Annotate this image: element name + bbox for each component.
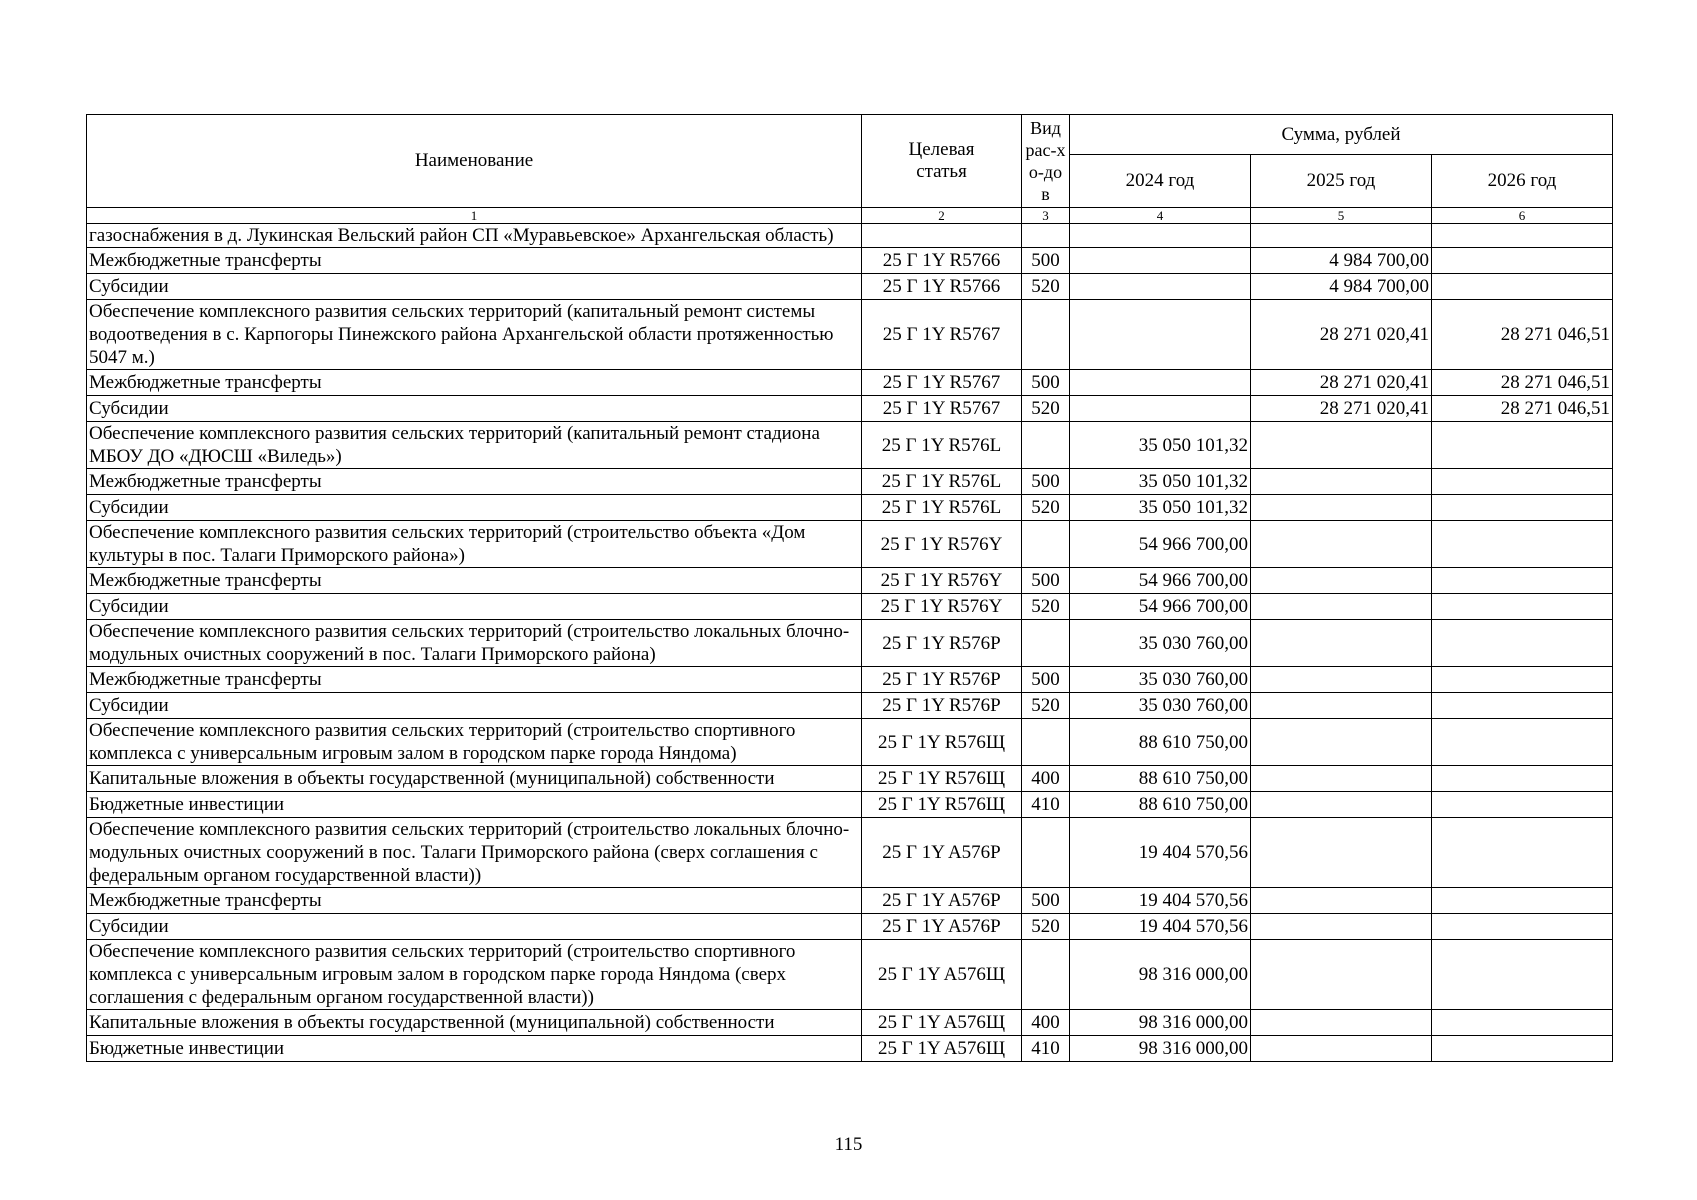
row-target-code: 25 Г 1Y R576P	[862, 620, 1022, 667]
row-amount-2025	[1251, 224, 1432, 248]
row-amount-2026	[1432, 1036, 1613, 1062]
row-target-code: 25 Г 1Y R5767	[862, 370, 1022, 396]
row-amount-2025	[1251, 1010, 1432, 1036]
table-row	[87, 620, 1613, 667]
row-expense-type: 520	[1022, 693, 1070, 719]
row-amount-2024: 54 966 700,00	[1070, 521, 1251, 568]
table-row	[87, 792, 1613, 818]
table-row	[87, 719, 1613, 766]
row-amount-2026	[1432, 594, 1613, 620]
row-expense-type: 500	[1022, 568, 1070, 594]
row-target-code: 25 Г 1Y R576Y	[862, 568, 1022, 594]
row-amount-2026	[1432, 914, 1613, 940]
row-name: Субсидии	[87, 274, 862, 300]
row-amount-2026: 28 271 046,51	[1432, 300, 1613, 370]
row-target-code: 25 Г 1Y A576Щ	[862, 1036, 1022, 1062]
row-expense-type	[1022, 818, 1070, 888]
row-target-code: 25 Г 1Y R576L	[862, 422, 1022, 469]
row-amount-2024: 98 316 000,00	[1070, 1036, 1251, 1062]
row-amount-2026	[1432, 495, 1613, 521]
row-expense-type: 500	[1022, 469, 1070, 495]
header-expense-type	[1022, 115, 1070, 208]
row-expense-type	[1022, 620, 1070, 667]
row-expense-type: 500	[1022, 888, 1070, 914]
row-target-code: 25 Г 1Y R5767	[862, 396, 1022, 422]
row-target-code: 25 Г 1Y R576Щ	[862, 766, 1022, 792]
row-expense-type: 500	[1022, 667, 1070, 693]
row-target-code: 25 Г 1Y R576Y	[862, 594, 1022, 620]
row-amount-2025	[1251, 422, 1432, 469]
row-amount-2024: 19 404 570,56	[1070, 818, 1251, 888]
row-expense-type: 520	[1022, 914, 1070, 940]
row-expense-type: 520	[1022, 495, 1070, 521]
row-expense-type: 400	[1022, 766, 1070, 792]
row-name: Бюджетные инвестиции	[87, 792, 862, 818]
row-target-code: 25 Г 1Y R5767	[862, 300, 1022, 370]
row-amount-2025	[1251, 719, 1432, 766]
row-expense-type: 500	[1022, 248, 1070, 274]
row-amount-2024	[1070, 370, 1251, 396]
row-amount-2024: 98 316 000,00	[1070, 1010, 1251, 1036]
table-row	[87, 1036, 1613, 1062]
row-amount-2024: 35 030 760,00	[1070, 667, 1251, 693]
row-amount-2026	[1432, 620, 1613, 667]
row-expense-type: 410	[1022, 792, 1070, 818]
table-row	[87, 914, 1613, 940]
row-amount-2024: 88 610 750,00	[1070, 719, 1251, 766]
table-row	[87, 818, 1613, 888]
row-amount-2026	[1432, 766, 1613, 792]
row-amount-2024	[1070, 300, 1251, 370]
row-amount-2024: 88 610 750,00	[1070, 792, 1251, 818]
row-amount-2025: 4 984 700,00	[1251, 248, 1432, 274]
row-amount-2025	[1251, 495, 1432, 521]
row-expense-type: 520	[1022, 274, 1070, 300]
column-number: 5	[1251, 208, 1432, 224]
row-name: Межбюджетные трансферты	[87, 248, 862, 274]
row-name: Субсидии	[87, 594, 862, 620]
row-name: газоснабжения в д. Лукинская Вельский район СП «Муравьевское» Архангельская область)	[87, 224, 862, 248]
row-expense-type: 500	[1022, 370, 1070, 396]
column-number: 6	[1432, 208, 1613, 224]
row-amount-2025	[1251, 888, 1432, 914]
row-amount-2025	[1251, 469, 1432, 495]
row-amount-2024: 19 404 570,56	[1070, 888, 1251, 914]
row-expense-type	[1022, 719, 1070, 766]
row-amount-2026	[1432, 693, 1613, 719]
column-number: 2	[862, 208, 1022, 224]
table-row	[87, 469, 1613, 495]
page-number: 115	[834, 1134, 863, 1155]
header-year-2026: 2026 год	[1432, 155, 1613, 208]
header-year-2024: 2024 год	[1070, 155, 1251, 208]
budget-table	[86, 114, 1613, 1062]
row-amount-2025	[1251, 521, 1432, 568]
row-name: Обеспечение комплексного развития сельских территорий (капитальный ремонт стадиона МБОУ ДО «ДЮСШ «Виледь»)	[87, 422, 862, 469]
column-number: 1	[87, 208, 862, 224]
row-amount-2026	[1432, 940, 1613, 1010]
row-name: Обеспечение комплексного развития сельских территорий (строительство спортивного комплекса с универсальным игровым залом в городском парке города Няндома)	[87, 719, 862, 766]
row-target-code: 25 Г 1Y R576Щ	[862, 719, 1022, 766]
row-name: Обеспечение комплексного развития сельских территорий (капитальный ремонт системы водоотведения в с. Карпогоры Пинежского района Архангельской области протяженностью 5047 м.)	[87, 300, 862, 370]
row-amount-2024	[1070, 274, 1251, 300]
row-target-code: 25 Г 1Y R5766	[862, 248, 1022, 274]
row-expense-type	[1022, 422, 1070, 469]
row-name: Межбюджетные трансферты	[87, 667, 862, 693]
row-target-code: 25 Г 1Y R576L	[862, 495, 1022, 521]
row-amount-2025	[1251, 818, 1432, 888]
header-year-2025: 2025 год	[1251, 155, 1432, 208]
column-number-row	[87, 208, 1613, 224]
row-amount-2025	[1251, 1036, 1432, 1062]
header-name: Наименование	[87, 115, 862, 208]
row-amount-2025: 28 271 020,41	[1251, 396, 1432, 422]
row-target-code: 25 Г 1Y R576P	[862, 667, 1022, 693]
table-row	[87, 888, 1613, 914]
table-row	[87, 1010, 1613, 1036]
table-row	[87, 248, 1613, 274]
row-target-code: 25 Г 1Y R5766	[862, 274, 1022, 300]
row-target-code: 25 Г 1Y R576L	[862, 469, 1022, 495]
row-expense-type	[1022, 940, 1070, 1010]
row-expense-type: 520	[1022, 396, 1070, 422]
row-amount-2024	[1070, 396, 1251, 422]
table-row	[87, 667, 1613, 693]
row-amount-2024	[1070, 248, 1251, 274]
table-row	[87, 568, 1613, 594]
row-name: Бюджетные инвестиции	[87, 1036, 862, 1062]
table-row	[87, 224, 1613, 248]
row-target-code: 25 Г 1Y A576Щ	[862, 940, 1022, 1010]
row-amount-2026: 28 271 046,51	[1432, 370, 1613, 396]
header-target-text: Целевая статья	[908, 139, 975, 182]
row-amount-2025	[1251, 594, 1432, 620]
row-target-code: 25 Г 1Y R576Щ	[862, 792, 1022, 818]
row-amount-2024	[1070, 224, 1251, 248]
table-row	[87, 495, 1613, 521]
row-expense-type: 520	[1022, 594, 1070, 620]
row-name: Обеспечение комплексного развития сельских территорий (строительство объекта «Дом культуры в пос. Талаги Приморского района»)	[87, 521, 862, 568]
row-expense-type	[1022, 300, 1070, 370]
row-amount-2026	[1432, 719, 1613, 766]
table-row	[87, 274, 1613, 300]
row-amount-2026	[1432, 248, 1613, 274]
row-name: Субсидии	[87, 396, 862, 422]
table-row	[87, 300, 1613, 370]
row-amount-2026	[1432, 224, 1613, 248]
table-row	[87, 396, 1613, 422]
row-amount-2026	[1432, 818, 1613, 888]
table-row	[87, 594, 1613, 620]
row-target-code: 25 Г 1Y A576P	[862, 888, 1022, 914]
row-amount-2026	[1432, 469, 1613, 495]
row-amount-2025: 28 271 020,41	[1251, 370, 1432, 396]
row-amount-2025	[1251, 620, 1432, 667]
row-amount-2026: 28 271 046,51	[1432, 396, 1613, 422]
row-name: Обеспечение комплексного развития сельских территорий (строительство локальных блочно-модульных очистных сооружений в пос. Талаги Приморского района (сверх соглашения с федеральным органом государственной власти))	[87, 818, 862, 888]
row-amount-2024: 19 404 570,56	[1070, 914, 1251, 940]
column-number: 4	[1070, 208, 1251, 224]
table-row	[87, 422, 1613, 469]
row-expense-type: 410	[1022, 1036, 1070, 1062]
row-amount-2024: 35 030 760,00	[1070, 693, 1251, 719]
row-amount-2024: 54 966 700,00	[1070, 568, 1251, 594]
row-amount-2026	[1432, 422, 1613, 469]
row-name: Межбюджетные трансферты	[87, 888, 862, 914]
header-expense-type-text: Вид рас-хо-дов	[1025, 118, 1066, 204]
header-target-article	[862, 115, 1022, 208]
table-body	[87, 224, 1613, 1062]
row-name: Обеспечение комплексного развития сельских территорий (строительство локальных блочно-модульных очистных сооружений в пос. Талаги Приморского района)	[87, 620, 862, 667]
row-name: Обеспечение комплексного развития сельских территорий (строительство спортивного комплекса с универсальным игровым залом в городском парке города Няндома (сверх соглашения с федеральным органом государственной власти))	[87, 940, 862, 1010]
row-name: Субсидии	[87, 495, 862, 521]
row-name: Капитальные вложения в объекты государственной (муниципальной) собственности	[87, 1010, 862, 1036]
row-amount-2025: 28 271 020,41	[1251, 300, 1432, 370]
row-amount-2026	[1432, 521, 1613, 568]
row-amount-2024: 35 030 760,00	[1070, 620, 1251, 667]
row-amount-2024: 35 050 101,32	[1070, 495, 1251, 521]
row-amount-2026	[1432, 568, 1613, 594]
row-amount-2024: 54 966 700,00	[1070, 594, 1251, 620]
row-expense-type	[1022, 521, 1070, 568]
row-amount-2024: 35 050 101,32	[1070, 422, 1251, 469]
table-row	[87, 766, 1613, 792]
row-name: Капитальные вложения в объекты государственной (муниципальной) собственности	[87, 766, 862, 792]
column-number: 3	[1022, 208, 1070, 224]
row-amount-2025: 4 984 700,00	[1251, 274, 1432, 300]
row-amount-2026	[1432, 667, 1613, 693]
row-amount-2025	[1251, 568, 1432, 594]
row-expense-type	[1022, 224, 1070, 248]
row-amount-2026	[1432, 274, 1613, 300]
row-target-code: 25 Г 1Y R576P	[862, 693, 1022, 719]
row-name: Межбюджетные трансферты	[87, 370, 862, 396]
row-amount-2025	[1251, 792, 1432, 818]
table-row	[87, 521, 1613, 568]
row-name: Субсидии	[87, 693, 862, 719]
row-amount-2025	[1251, 914, 1432, 940]
row-expense-type: 400	[1022, 1010, 1070, 1036]
row-target-code: 25 Г 1Y R576Y	[862, 521, 1022, 568]
row-name: Межбюджетные трансферты	[87, 568, 862, 594]
row-amount-2024: 88 610 750,00	[1070, 766, 1251, 792]
row-target-code: 25 Г 1Y A576P	[862, 818, 1022, 888]
table-row	[87, 370, 1613, 396]
row-amount-2026	[1432, 888, 1613, 914]
row-amount-2024: 35 050 101,32	[1070, 469, 1251, 495]
row-name: Субсидии	[87, 914, 862, 940]
row-amount-2025	[1251, 667, 1432, 693]
table-row	[87, 693, 1613, 719]
header-sum: Сумма, рублей	[1070, 115, 1613, 155]
row-target-code	[862, 224, 1022, 248]
row-amount-2025	[1251, 940, 1432, 1010]
row-name: Межбюджетные трансферты	[87, 469, 862, 495]
row-target-code: 25 Г 1Y A576Щ	[862, 1010, 1022, 1036]
row-amount-2024: 98 316 000,00	[1070, 940, 1251, 1010]
row-amount-2026	[1432, 1010, 1613, 1036]
row-amount-2026	[1432, 792, 1613, 818]
table-row	[87, 940, 1613, 1010]
row-amount-2025	[1251, 766, 1432, 792]
row-target-code: 25 Г 1Y A576P	[862, 914, 1022, 940]
row-amount-2025	[1251, 693, 1432, 719]
